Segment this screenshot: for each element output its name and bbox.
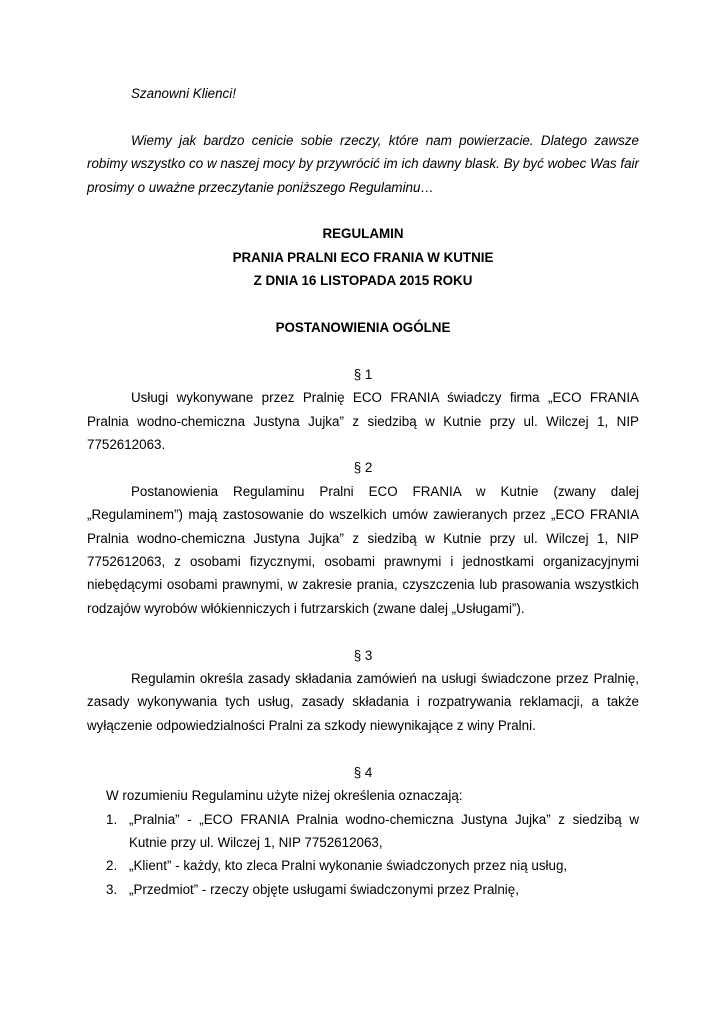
intro-paragraph: Wiemy jak bardzo cenicie sobie rzeczy, które nam powierzacie. Dlatego zawsze robimy wszystko co w naszej mocy by przywrócić im ich dawny blask. By być wobec Was fair prosimy o uważne przeczytanie poniższego Regulaminu… [87, 132, 639, 195]
section-text-4: W rozumieniu Regulaminu użyte niżej określenia oznaczają: [106, 788, 463, 804]
greeting: Szanowni Klienci! [131, 86, 236, 101]
spacer [87, 339, 639, 362]
list-item-text: „Przedmiot” - rzeczy objęte usługami świadczonymi przez Pralnię, [129, 881, 519, 897]
section-mark-2: § 2 [353, 460, 373, 476]
section-text-2: Postanowienia Regulaminu Pralni ECO FRANIA w Kutnie (zwany dalej „Regulaminem”) mają zastosowanie do wszelkich umów zawieranych przez „ECO FRANIA Pralnia wodno-chemiczna Justyna Jujka” z siedzibą w Kutnie przy ul. Wilczej 1, NIP 7752612063, z osobami fizycznymi, osobami prawnymi i jednostkami organizacyjnymi niebędącymi osobami prawnymi, w zakresie prania, czyszczenia lub prasowania wszystkich rodzajów wyrobów włókienniczych i futrzarskich (zwane dalej „Usługami”). [87, 483, 639, 616]
list-item [87, 854, 639, 877]
spacer [87, 620, 639, 643]
list-item [87, 808, 639, 855]
list-item-number: 2. [106, 858, 118, 874]
spacer [87, 293, 639, 316]
document-page [87, 82, 639, 901]
list-item-text: „Pralnia” - „ECO FRANIA Pralnia wodno-chemiczna Justyna Jujka” z siedzibą w Kutnie przy ul. Wilczej 1, NIP 7752612063, [129, 811, 639, 850]
title-line-2: PRANIA PRALNI ECO FRANIA W KUTNIE [232, 249, 494, 265]
title-line-3: Z DNIA 16 LISTOPADA 2015 ROKU [253, 273, 473, 289]
list-item-text: „Klient” - każdy, kto zleca Pralni wykonanie świadczonych przez nią usług, [129, 858, 568, 874]
section-mark-4: § 4 [353, 764, 373, 780]
spacer [87, 105, 639, 128]
section-mark-1: § 1 [353, 366, 373, 382]
title-line-1: REGULAMIN [322, 226, 404, 242]
spacer [87, 737, 639, 760]
section-heading: POSTANOWIENIA OGÓLNE [275, 320, 451, 336]
section-text-1: Usługi wykonywane przez Pralnię ECO FRANIA świadczy firma „ECO FRANIA Pralnia wodno-chemiczna Justyna Jujka” z siedzibą w Kutnie przy ul. Wilczej 1, NIP 7752612063. [87, 390, 639, 453]
list-item-number: 1. [106, 811, 118, 827]
list-item-number: 3. [106, 881, 118, 897]
definitions-list [87, 808, 639, 902]
section-text-3: Regulamin określa zasady składania zamówień na usługi świadczone przez Pralnię, zasady wykonywania tych usług, zasady składania i rozpatrywania reklamacji, a także wyłączenie odpowiedzialności Pralni za szkody niewynikające z winy Pralni. [87, 671, 639, 733]
section-mark-3: § 3 [353, 647, 373, 663]
list-item [87, 878, 639, 901]
spacer [87, 199, 639, 222]
